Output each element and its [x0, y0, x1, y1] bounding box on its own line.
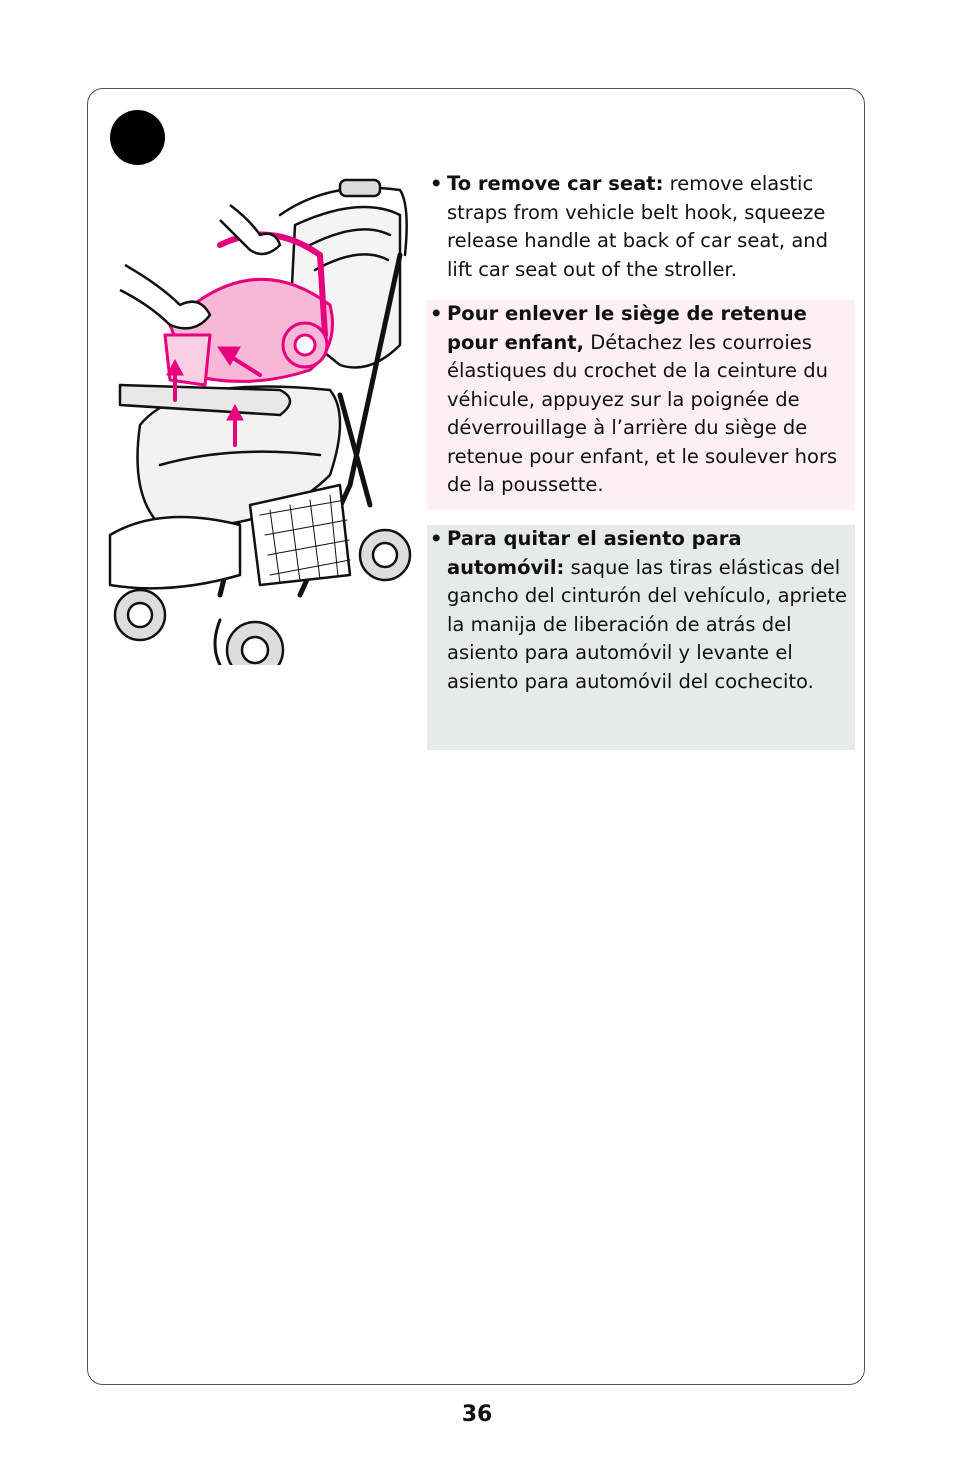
step-number-dot [110, 110, 165, 165]
instruction-spanish [427, 525, 855, 750]
bullet: • [430, 172, 443, 195]
bullet: • [430, 302, 443, 325]
instruction-text: Détachez les courroies élastiques du crochet de la ceinture du véhicule, appuyez sur la poignée de déverrouillage à l’arrière du siège de retenue pour enfant, et le soulever hors de la poussette. [447, 330, 838, 496]
instruction-heading: Pour enlever le siège de retenue pour enfant, [447, 302, 807, 354]
bullet: • [430, 527, 443, 550]
page-number: 36 [461, 1402, 493, 1427]
stroller-car-seat-illustration [100, 175, 420, 665]
instruction-text: saque las tiras elásticas del gancho del cinturón del vehículo, apriete la manija de liberación de atrás del asiento para automóvil y levante el asiento para automóvil del cochecito. [447, 555, 847, 693]
instruction-english [427, 170, 855, 286]
instruction-text: remove elastic straps from vehicle belt hook, squeeze release handle at back of car seat, and lift car seat out of the stroller. [447, 172, 829, 281]
instruction-heading: Para quitar el asiento para automóvil: [447, 527, 742, 579]
instruction-heading: To remove car seat: [447, 172, 664, 195]
instruction-french [427, 300, 855, 510]
